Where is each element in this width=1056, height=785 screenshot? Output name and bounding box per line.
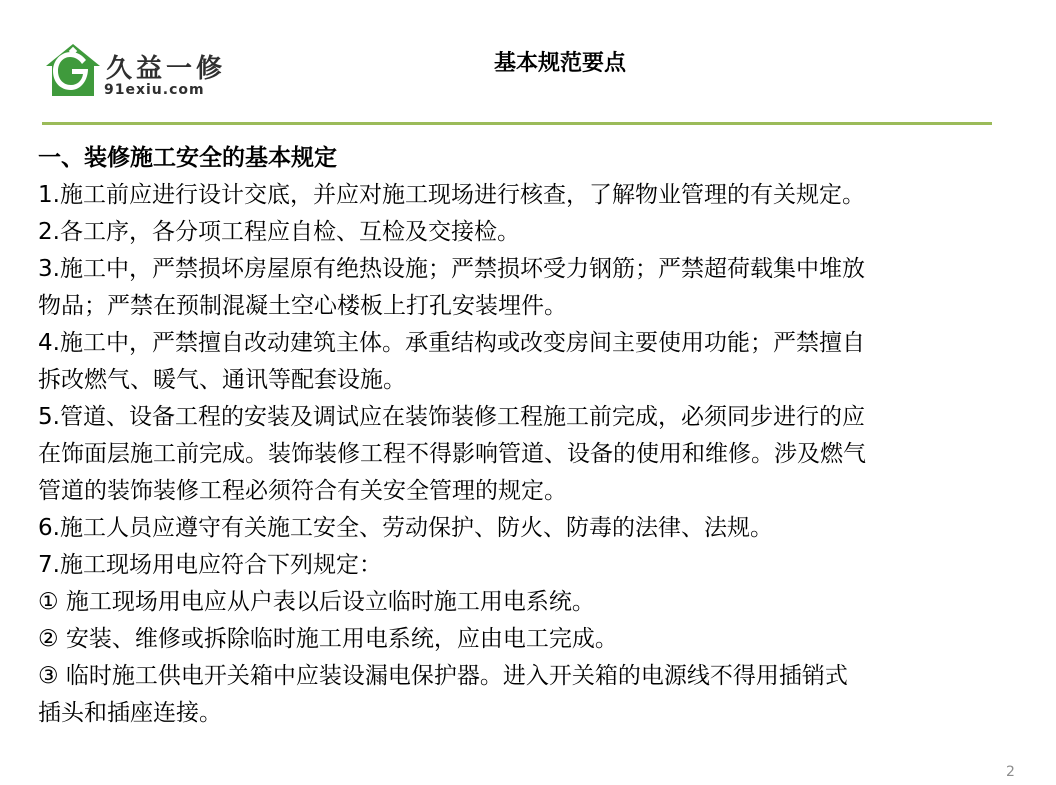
body-line-5: 4.施工中，严禁擅自改动建筑主体。承重结构或改变房间主要使用功能；严禁擅自 [38,330,865,356]
body-line-8: 在饰面层施工前完成。装饰装修工程不得影响管道、设备的使用和维修。涉及燃气 [38,441,866,467]
body-line-6: 拆改燃气、暖气、通讯等配套设施。 [38,367,406,393]
body-line-10: 6.施工人员应遵守有关施工安全、劳动保护、防火、防毒的法律、法规。 [38,515,773,541]
section-heading: 一、装修施工安全的基本规定 [38,145,337,171]
logo-name: 久益一修 [106,54,227,84]
body-line-2: 2.各工序，各分项工程应自检、互检及交接检。 [38,219,520,245]
body-line-14: ③ 临时施工供电开关箱中应装设漏电保护器。进入开关箱的电源线不得用插销式 [38,663,848,689]
body-line-15: 插头和插座连接。 [38,700,222,726]
house-logo-icon [44,42,102,98]
slide-title: 基本规范要点 [493,51,626,76]
body-line-11: 7.施工现场用电应符合下列规定： [38,552,382,578]
body-line-1: 1.施工前应进行设计交底，并应对施工现场进行核查，了解物业管理的有关规定。 [38,182,865,208]
body-line-7: 5.管道、设备工程的安装及调试应在装饰装修工程施工前完成，必须同步进行的应 [38,404,865,430]
body-line-12: ① 施工现场用电应从户表以后设立临时施工用电系统。 [38,589,595,615]
body-line-3: 3.施工中，严禁损坏房屋原有绝热设施；严禁损坏受力钢筋；严禁超荷载集中堆放 [38,256,865,282]
logo-domain: 91exiu.com [104,82,205,98]
brand-logo [44,42,244,102]
slide-body [38,140,1028,732]
page-number: 2 [1006,764,1015,780]
body-line-13: ② 安装、维修或拆除临时施工用电系统，应由电工完成。 [38,626,618,652]
body-line-4: 物品；严禁在预制混凝土空心楼板上打孔安装埋件。 [38,293,567,319]
header-divider [42,122,992,125]
body-line-9: 管道的装饰装修工程必须符合有关安全管理的规定。 [38,478,567,504]
